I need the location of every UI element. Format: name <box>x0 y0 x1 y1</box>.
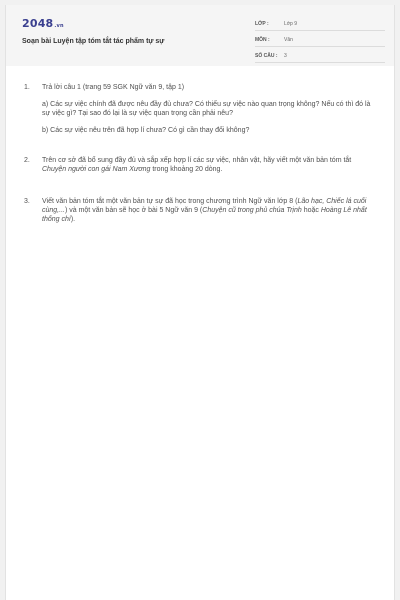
question-number: 2. <box>24 157 30 164</box>
question-number: 1. <box>24 84 30 91</box>
meta-mon-label: MÔN : <box>255 37 270 43</box>
question-1 <box>24 83 376 135</box>
question-text-part: hoặc <box>301 207 321 214</box>
meta-socau <box>255 49 385 63</box>
document-title: Soạn bài Luyện tập tóm tắt tác phẩm tự sự <box>22 38 165 45</box>
work-title-italic: Chuyện cũ trong phủ chúa Trịnh <box>202 207 302 214</box>
meta-lop-label: LỚP : <box>255 21 269 27</box>
meta-mon-value: Văn <box>284 37 293 43</box>
document-header <box>6 5 394 66</box>
question-text: Trả lời câu 1 (trang 59 SGK Ngữ văn 9, tập 1) <box>42 84 185 91</box>
question-number: 3. <box>24 198 30 205</box>
question-sub-b: b) Các sự việc nêu trên đã hợp lí chưa? Có gì cần thay đổi không? <box>42 127 250 134</box>
document-sheet <box>5 5 395 600</box>
work-title-italic: Lão hạc, Chiếc lá cuối cùng,... <box>42 198 367 214</box>
meta-socau-label: SỐ CÂU : <box>255 53 278 59</box>
question-text-part: Viết văn bản tóm tắt một văn bản tự sự đã học trong chương trình Ngữ văn lớp 8 ( <box>42 198 298 205</box>
meta-lop <box>255 17 385 31</box>
question-3 <box>24 197 376 224</box>
question-text <box>42 197 376 224</box>
site-logo[interactable] <box>22 17 64 30</box>
work-title-italic: Hoàng Lê nhất thống chí <box>42 207 367 223</box>
work-title-italic: Chuyện người con gái Nam Xương <box>42 166 151 173</box>
question-2 <box>24 156 376 174</box>
meta-mon <box>255 33 385 47</box>
question-text-part: Trên cơ sở đã bổ sung đầy đủ và sắp xếp hợp lí các sự việc, nhân vật, hãy viết một văn bản tóm tắt <box>42 157 352 164</box>
question-text-part: ) và một văn bản sẽ học ở bài 5 Ngữ văn 9 ( <box>64 207 203 214</box>
question-list <box>24 83 376 224</box>
question-text <box>42 156 376 174</box>
meta-socau-value: 3 <box>284 53 287 59</box>
logo-main: 2048 <box>22 17 54 30</box>
meta-lop-value: Lớp 9 <box>284 21 298 27</box>
question-text-part: ). <box>70 216 76 223</box>
question-text-part: trong khoảng 20 dòng. <box>150 166 223 173</box>
logo-suffix: .vn <box>54 23 64 29</box>
question-sub-a: a) Các sự việc chính đã được nêu đầy đủ chưa? Có thiếu sự việc nào quan trọng không? Nếu có thì đó là sự việc gì? Tại sao đó lại là sự việc quan trọng cần phải nêu? <box>42 101 371 117</box>
